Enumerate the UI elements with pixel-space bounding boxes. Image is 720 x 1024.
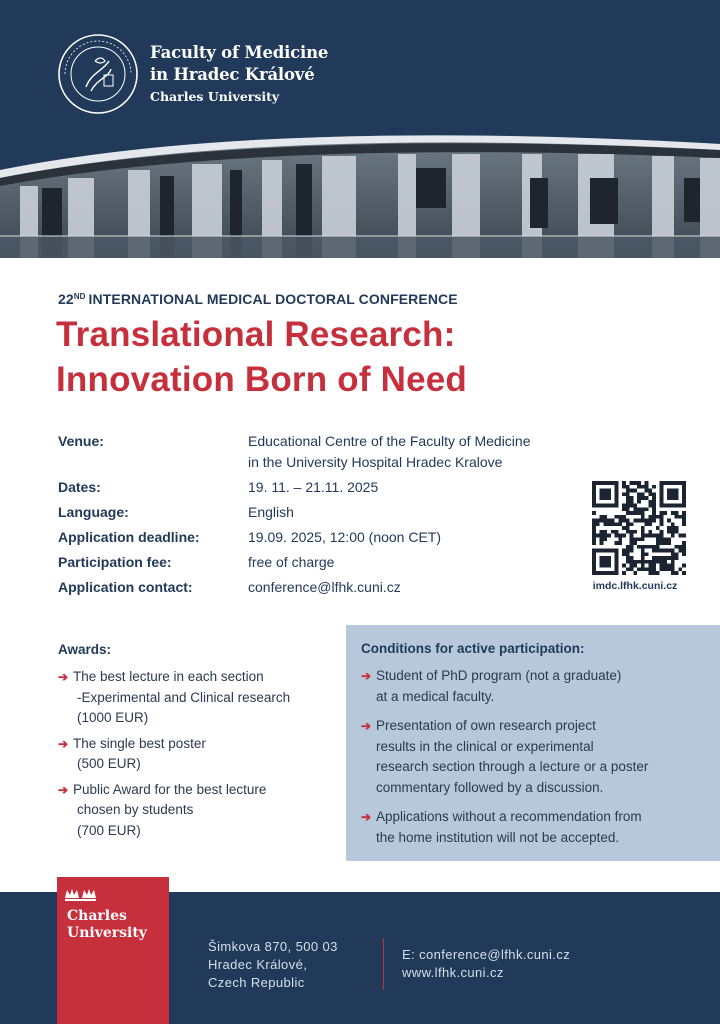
- award-item: [58, 734, 338, 775]
- footer-address: [208, 938, 338, 992]
- faculty-line1: Faculty of Medicine: [150, 43, 329, 62]
- arrow-right-icon: ➔: [58, 736, 69, 751]
- awards-section: [58, 642, 338, 846]
- info-row-dates: [58, 477, 578, 498]
- cu-line1: Charles: [67, 908, 127, 924]
- venue-line1: Educational Centre of the Faculty of Medicine: [248, 433, 531, 449]
- language-label: Language:: [58, 504, 129, 520]
- university-name: Charles University: [150, 89, 280, 104]
- info-row-fee: [58, 552, 578, 573]
- header-banner: [0, 0, 720, 258]
- condition-text: at a medical faculty.: [376, 688, 495, 704]
- fee-value: free of charge: [248, 554, 335, 570]
- arrow-right-icon: ➔: [361, 719, 372, 733]
- contact-email-link[interactable]: conference@lfhk.cuni.cz: [248, 579, 401, 595]
- info-row-venue: [58, 431, 578, 473]
- cu-line2: University: [67, 925, 147, 941]
- info-table: [58, 431, 578, 602]
- info-row-deadline: [58, 527, 578, 548]
- condition-text: Applications without a recommendation from: [376, 809, 642, 824]
- award-amount: (500 EUR): [77, 756, 141, 771]
- info-row-language: [58, 502, 578, 523]
- footer-divider: [383, 938, 384, 990]
- venue-value: [248, 431, 531, 473]
- award-text: The best lecture in each section: [73, 669, 264, 684]
- conditions-heading: Conditions for active participation:: [361, 641, 585, 656]
- footer-web-link[interactable]: www.lfhk.cuni.cz: [402, 965, 504, 980]
- footer-email-link[interactable]: E: conference@lfhk.cuni.cz: [402, 947, 571, 962]
- faculty-seal-icon: [57, 33, 139, 115]
- award-amount: (700 EUR): [77, 822, 141, 838]
- venue-line2: in the University Hospital Hradec Kralove: [248, 454, 503, 470]
- award-text: chosen by students: [77, 802, 194, 817]
- building-photo: [0, 118, 720, 258]
- footer-contact: [402, 946, 570, 982]
- deadline-label: Application deadline:: [58, 529, 200, 545]
- ordinal-number: 22: [58, 291, 74, 307]
- address-line1: Šimkova 870, 500 03: [208, 939, 338, 954]
- condition-text: Student of PhD program (not a graduate): [376, 668, 622, 683]
- arrow-right-icon: ➔: [361, 810, 372, 824]
- award-amount: (1000 EUR): [77, 710, 149, 725]
- condition-text: commentary followed by a discussion.: [376, 779, 604, 795]
- title-line1: Translational Research:: [56, 315, 456, 354]
- title-line2: Innovation Born of Need: [56, 360, 467, 399]
- fee-label: Participation fee:: [58, 554, 172, 570]
- charles-university-wordmark: [67, 908, 147, 942]
- condition-item: [361, 807, 711, 848]
- award-text: The single best poster: [73, 735, 206, 751]
- conference-name: INTERNATIONAL MEDICAL DOCTORAL CONFERENCE: [88, 291, 458, 307]
- address-line3: Czech Republic: [208, 975, 305, 990]
- award-item: [58, 667, 338, 729]
- qr-url-label[interactable]: imdc.lfhk.cuni.cz: [592, 580, 678, 592]
- arrow-right-icon: ➔: [361, 669, 372, 683]
- award-text: -Experimental and Clinical research: [77, 689, 291, 705]
- conference-supertitle: [58, 291, 458, 307]
- contact-label: Application contact:: [58, 579, 193, 595]
- condition-text: results in the clinical or experimental: [376, 738, 594, 754]
- faculty-line2: in Hradec Králové: [150, 65, 315, 84]
- condition-text: the home institution will not be accepted.: [376, 829, 620, 845]
- arrow-right-icon: ➔: [58, 782, 69, 797]
- qr-code-icon[interactable]: [592, 481, 686, 575]
- award-item: [58, 780, 338, 842]
- deadline-value: 19.09. 2025, 12:00 (noon CET): [248, 529, 442, 545]
- venue-label: Venue:: [58, 433, 104, 449]
- dates-value: 19. 11. – 21.11. 2025: [248, 479, 379, 495]
- language-value: English: [248, 504, 294, 520]
- crown-icon: [64, 886, 98, 902]
- awards-heading: Awards:: [58, 642, 112, 657]
- address-line2: Hradec Králové,: [208, 957, 308, 972]
- ordinal-suffix: ND: [73, 292, 86, 301]
- condition-item: [361, 716, 711, 798]
- condition-item: [361, 666, 711, 707]
- arrow-right-icon: ➔: [58, 670, 69, 684]
- condition-text: Presentation of own research project: [376, 718, 596, 733]
- award-text: Public Award for the best lecture: [73, 781, 267, 797]
- info-row-contact: [58, 577, 578, 598]
- faculty-name: [150, 42, 328, 104]
- conditions-section: [361, 641, 711, 857]
- dates-label: Dates:: [58, 479, 101, 495]
- conference-title: [56, 312, 467, 402]
- condition-text: research section through a lecture or a poster: [376, 759, 649, 774]
